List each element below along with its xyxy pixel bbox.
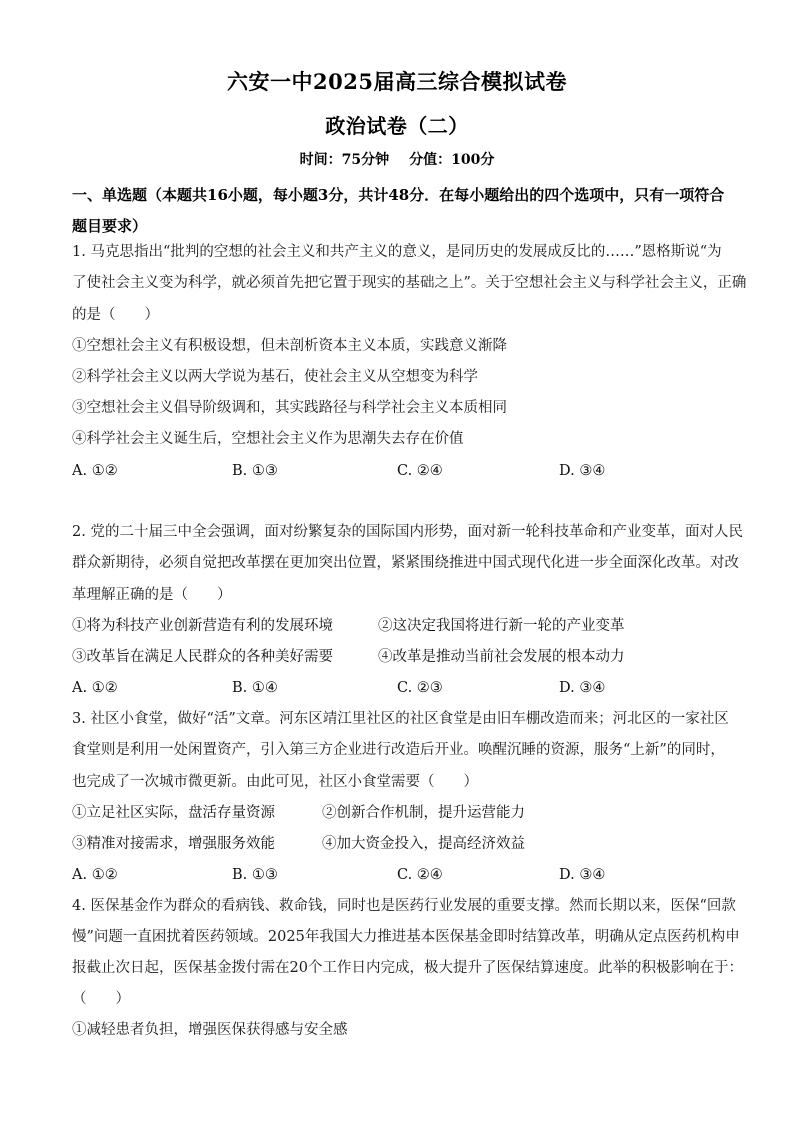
question-2-stem-line: 群众新期待，必须自觉把改革摆在更加突出位置，紧紧围绕推进中国式现代化进一步全面深化改革。对改: [72, 555, 739, 571]
question-2-choice-c[interactable]: C. ②③: [397, 680, 443, 696]
time-label: 时间：75分钟: [299, 152, 390, 168]
school-exam-title: 六安一中2025届高三综合模拟试卷: [227, 69, 567, 94]
question-3-choice-b[interactable]: B. ①③: [232, 867, 278, 883]
question-3-choice-c[interactable]: C. ②④: [397, 867, 443, 883]
question-3-choice-d[interactable]: D. ③④: [559, 867, 606, 883]
question-1-stem-line: 了使社会主义变为科学，就必须首先把它置于现实的基础之上”。关于空想社会主义与科学社会主义，正确: [72, 275, 747, 291]
question-1-choice-b[interactable]: B. ①③: [232, 463, 278, 479]
question-1-stem-line: 的是（ ）: [72, 307, 159, 323]
question-3-statement: ①立足社区实际，盘活存量资源: [72, 805, 275, 821]
question-3-stem-line: 也完成了一次城市微更新。由此可见，社区小食堂需要（ ）: [72, 774, 478, 790]
question-3-choice-a[interactable]: A. ①②: [72, 867, 118, 883]
question-3-statement: ②创新合作机制，提升运营能力: [322, 805, 525, 821]
paper-title: 政治试卷（二）: [325, 114, 469, 138]
section-heading: 一、单选题（本题共16小题，每小题3分，共计48分．在每小题给出的四个选项中，只有一项符合题目要求）: [72, 186, 725, 235]
question-1-statement: ③空想社会主义倡导阶级调和，其实践路径与科学社会主义本质相同: [72, 400, 507, 416]
question-2-statement: ④改革是推动当前社会发展的根本动力: [378, 649, 625, 665]
question-2-statement: ①将为科技产业创新营造有利的发展环境: [72, 618, 333, 634]
exam-info: [0, 149, 794, 169]
score-label: 分值：100分: [409, 152, 495, 168]
question-2-choice-d[interactable]: D. ③④: [559, 680, 606, 696]
question-3-stem-line: 3. 社区小食堂，做好“活”文章。河东区靖江里社区的社区食堂是由旧车棚改造而来；河北区的一家社区: [72, 711, 729, 727]
question-1-stem-line: 1. 马克思指出“批判的空想的社会主义和共产主义的意义，是同历史的发展成反比的……”恩格斯说“为: [72, 244, 722, 260]
question-2-choice-a[interactable]: A. ①②: [72, 680, 118, 696]
question-4-statement: ①减轻患者负担，增强医保获得感与安全感: [72, 1022, 348, 1038]
question-1-statement: ④科学社会主义诞生后，空想社会主义作为思潮失去存在价值: [72, 431, 464, 447]
question-4-stem-line: （ ）: [72, 991, 130, 1007]
question-2-choice-b[interactable]: B. ①④: [232, 680, 278, 696]
question-3-statement: ③精准对接需求，增强服务效能: [72, 836, 275, 852]
question-2-statement: ②这决定我国将进行新一轮的产业变革: [378, 618, 625, 634]
question-1-choice-d[interactable]: D. ③④: [559, 463, 606, 479]
question-3-statement: ④加大资金投入，提高经济效益: [322, 836, 525, 852]
question-1-statement: ②科学社会主义以两大学说为基石，使社会主义从空想变为科学: [72, 369, 478, 385]
question-1-choice-a[interactable]: A. ①②: [72, 463, 118, 479]
question-4-stem-line: 4. 医保基金作为群众的看病钱、救命钱，同时也是医药行业发展的重要支撑。然而长期以来，医保“回款: [72, 898, 736, 914]
question-2-stem-line: 2. 党的二十届三中全会强调，面对纷繁复杂的国际国内形势，面对新一轮科技革命和产业变革，面对人民: [72, 524, 743, 540]
question-2-stem-line: 革理解正确的是（ ）: [72, 587, 232, 603]
question-4-stem-line: 慢”问题一直困扰着医药领域。2025年我国大力推进基本医保基金即时结算改革，明确从定点医药机构申: [72, 929, 740, 945]
question-3-stem-line: 食堂则是利用一处闲置资产，引入第三方企业进行改造后开业。唤醒沉睡的资源，服务“上新”的同时，: [72, 742, 725, 758]
question-1-choice-c[interactable]: C. ②④: [397, 463, 443, 479]
question-4-stem-line: 报截止次日起，医保基金拨付需在20个工作日内完成，极大提升了医保结算速度。此举的积极影响在于：: [72, 960, 743, 976]
question-1-statement: ①空想社会主义有积极设想，但未剖析资本主义本质，实践意义渐降: [72, 338, 507, 354]
question-2-statement: ③改革旨在满足人民群众的各种美好需要: [72, 649, 333, 665]
